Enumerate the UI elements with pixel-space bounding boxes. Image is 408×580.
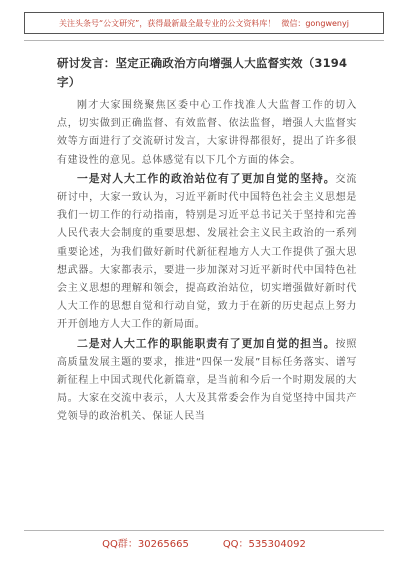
- promo-text: 关注头条号“公文研究”，获得最新最全最专业的公文资料库！: [59, 18, 276, 28]
- paragraph-1: [57, 96, 357, 170]
- paragraph-2: [57, 170, 357, 335]
- document-body: [57, 96, 357, 427]
- wechat-text: 微信：gongwenyj: [281, 18, 349, 28]
- qq-group-text: QQ群：30265665: [102, 539, 189, 550]
- paragraph-3-lead: 二是对人大工作的职能职责有了更加自觉的担当。: [77, 336, 336, 350]
- paragraph-1-text: 刚才大家围绕聚焦区委中心工作找准人大监督工作的切入点，切实做到正确监督、有效监督、依法监督，增强人大监督实效等方面进行了交流研讨发言，大家讲得都很好，提出了许多很有建设性的意见。总体感觉有以下几个方面的体会。: [57, 100, 357, 166]
- paragraph-3-text: 按照高质量发展主题的要求，推进“四保一发展”目标任务落实、谱写新征程上中国式现代化新篇章，是当前和今后一个时期发展的大局。大家在交流中表示，人大及其常委会作为自觉坚持中国共产党领导的政治机关、保证人民当: [57, 338, 358, 423]
- paragraph-2-lead: 一是对人大工作的政治站位有了更加自觉的坚持。: [77, 171, 336, 185]
- paragraph-2-text: 交流研讨中，大家一致认为，习近平新时代中国特色社会主义思想是我们一切工作的行动指南，特别是习近平总书记关于坚持和完善人民代表大会制度的重要思想、发展社会主义民主政治的一系列重要论述，为我们做好新时代新征程地方人大工作提供了强大思想武器。大家都表示，要进一步加深对习近平新时代中国特色社会主义思想的理解和领会，提高政治站位，切实增强做好新时代人大工作的思想自觉和行动自觉，致力于在新的历史起点上努力开开创地方人大工作的新局面。: [57, 173, 358, 331]
- header-divider: [24, 40, 384, 41]
- qq-number-text: QQ：535304092: [222, 539, 306, 550]
- paragraph-3: [57, 335, 357, 427]
- top-banner: [24, 12, 384, 34]
- footer-contact: [0, 535, 408, 550]
- footer-divider: [24, 530, 384, 531]
- document-title: 研讨发言：坚定正确政治方向增强人大监督实效（3194字）: [57, 56, 348, 89]
